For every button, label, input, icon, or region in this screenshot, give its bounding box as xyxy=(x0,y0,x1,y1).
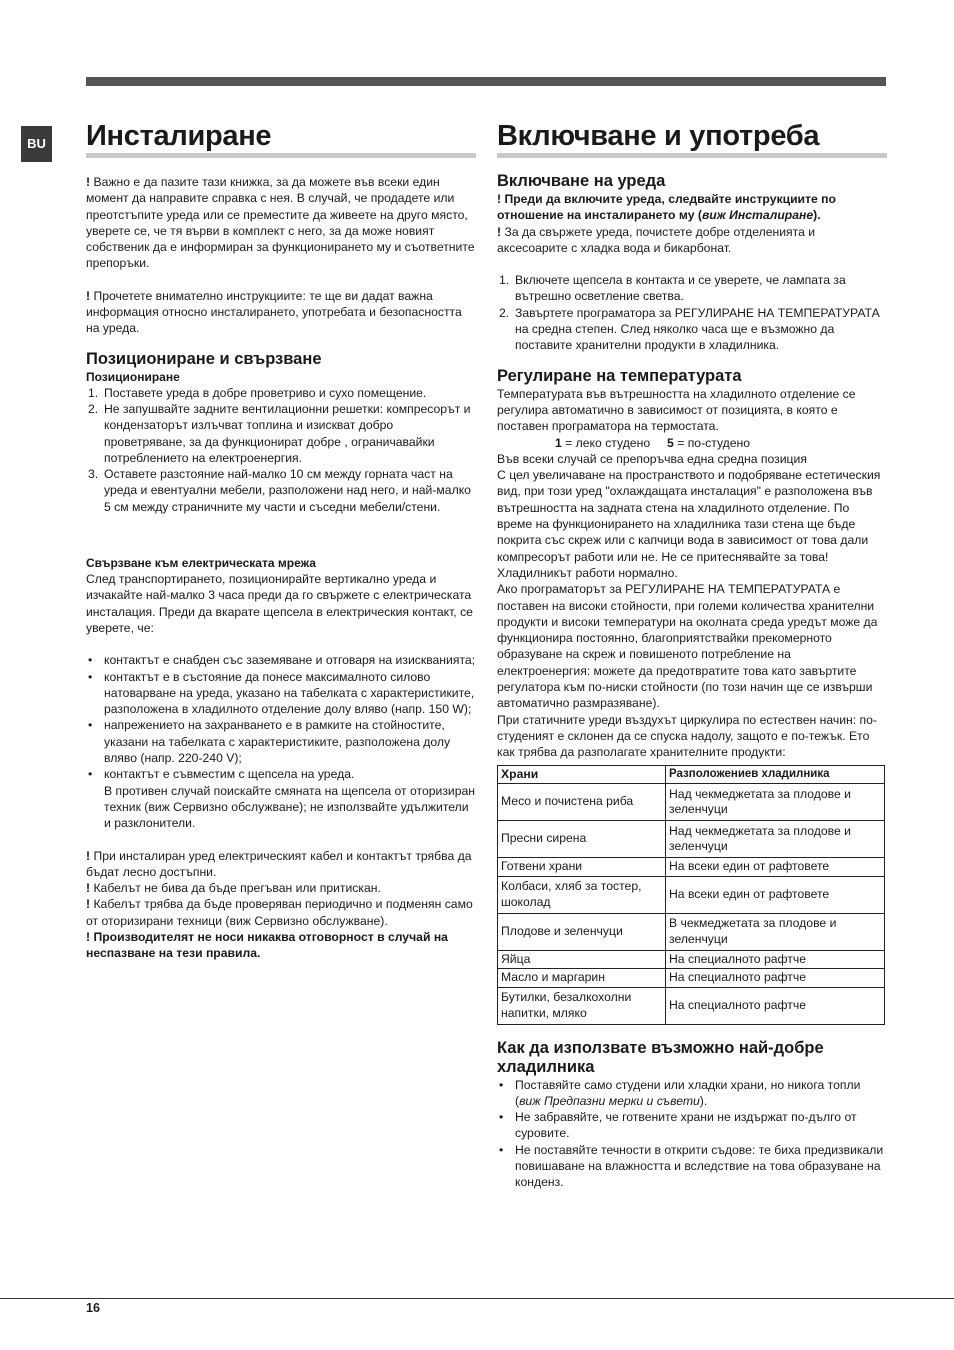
temperature-intro: Температурата във вътрешността на хладилното отделение се регулира автоматично в зависимост от позицията, в която е поставен програматора на термостата. xyxy=(497,386,856,434)
table-cell: На специалното рафтче xyxy=(666,987,885,1024)
list-item: • контактът е в състояние да понесе максималното силово натоварване на уреда, указано на табелката с характеристиките, разположена в хладилното отделение долу вляво (напр. 150 W); xyxy=(88,669,475,717)
table-row xyxy=(498,876,885,913)
table-row xyxy=(498,821,885,858)
start-steps xyxy=(497,272,887,353)
start-use-title: Включване и употреба xyxy=(497,120,820,152)
table-cell: Яйца xyxy=(498,950,666,969)
high-setting-text: Ако програматорът за РЕГУЛИРАНЕ НА ТЕМПЕРАТУРАТА е поставен на високи стойности, при големи количества хранителни продукти и високи температури на околната среда уредът може да функционира постоянно, благоприятствайки прекомерното образуване на скреж и повишеното потребление на електроенергия: можете да предотвратите това като завъртите регулатора към по-ниски стойности (по този начин ще се извърши автоматично размразяване). xyxy=(497,582,878,711)
language-tab: BU xyxy=(21,126,52,162)
top-rule xyxy=(86,77,886,86)
table-cell: На специалното рафтче xyxy=(666,950,885,969)
list-item: 1. Поставете уреда в добре проветриво и сухо помещение. xyxy=(88,385,427,400)
table-header-food: Храни xyxy=(498,765,666,784)
read-instructions-paragraph: ! Прочетете внимателно инструкциите: те ще ви дадат важна информация относно инсталирането, употребата и безопасността на уреда. xyxy=(86,288,462,336)
left-column xyxy=(86,117,476,962)
table-cell: Пресни сирена xyxy=(498,821,666,858)
food-placement-table xyxy=(497,765,885,1025)
list-item: • Не поставяйте течности в открити съдове: те биха предизвикали повишаване на влажността и вследствие на това образуване на конденз. xyxy=(499,1142,884,1190)
electrical-connection-subheading: Свързване към електрическата мрежа xyxy=(86,556,316,571)
table-cell: Над чекмеджетата за плодове и зеленчуци xyxy=(666,784,885,821)
table-header-placement: Разположениев хладилника xyxy=(666,765,885,784)
positioning-subheading: Позициониране xyxy=(86,369,180,384)
table-row xyxy=(498,784,885,821)
intro-paragraph: ! Важно е да пазите тази книжка, за да можете във всеки един момент да направите справка с нея. В случай, че продадете или преотстъпите уреда или се преместите да живеете на друго място, уверете се, че тя върви в комплект с него, за да може новият собственик да е информиран за функционирането му и съответните препоръки. xyxy=(86,175,475,271)
warning-liability: ! Производителят не носи никаква отговорност в случай на неспазване на тези правила. xyxy=(86,929,448,961)
temperature-heading: Регулиране на температурата xyxy=(497,366,742,385)
table-header-row xyxy=(498,765,885,784)
table-cell: Колбаси, хляб за тостер, шоколад xyxy=(498,876,666,913)
list-item: 2. Завъртете програматора за РЕГУЛИРАНЕ НА ТЕМПЕРАТУРАТА на средна степен. След няколко часа ще е възможно да поставите хранителни продукти в хладилника. xyxy=(499,305,880,353)
temperature-recommendation: Във всеки случай се препоръчва една средна позиция xyxy=(497,451,807,466)
page-number: 16 xyxy=(86,1301,100,1315)
table-row xyxy=(498,913,885,950)
positioning-connection-heading: Позициониране и свързване xyxy=(86,349,322,368)
list-item: 1. Включете щепсела в контакта и се уверете, че лампата за вътрешно осветление светва. xyxy=(499,273,846,304)
best-use-heading: Как да използвате възможно най-добре хладилника xyxy=(497,1038,824,1076)
table-cell: На всеки един от рафтовете xyxy=(666,858,885,877)
table-cell: На всеки един от рафтовете xyxy=(666,876,885,913)
list-item: • контактът е снабден със заземяване и отговаря на изискванията; xyxy=(88,653,476,668)
best-use-bullets xyxy=(497,1077,887,1191)
list-item: • Поставяйте само студени или хладки храни, но никога топли (виж Предпазни мерки и съвети). xyxy=(499,1077,861,1108)
static-air-text: При статичните уреди въздухът циркулира по естествен начин: по-студеният е склонен да се спуска надолу, защото е по-тежък. Ето как трябва да разполагате хранителните продукти: xyxy=(497,712,877,760)
start-warning: ! Преди да включите уреда, следвайте инструкциите по отношение на инсталирането му (виж Инсталиране). xyxy=(497,192,836,223)
list-item: • напрежението на захранването е в рамките на стойностите, указани на табелката с характеристиките, разположена долу вляво (напр. 220-240 V); xyxy=(88,718,451,766)
cooling-installation-text: С цел увеличаване на пространството и подобряване естетическия вид, при този уред "охлаждащата инсталация" е разположена във вътрешността на задната стена на хладилното отделение. По време на функционирането на хладилника тази стена ще бъде покрита със скреж или с капчици вода в зависимост от това дали компресорът работи или не. Не се притеснявайте за това! Хладилникът работи нормално. xyxy=(497,468,881,580)
table-cell: Над чекмеджетата за плодове и зеленчуци xyxy=(666,821,885,858)
table-cell: На специалното рафтче xyxy=(666,969,885,988)
table-row xyxy=(498,950,885,969)
list-item: • контактът е съвместим с щепсела на уреда. xyxy=(88,767,355,782)
table-cell: Готвени храни xyxy=(498,858,666,877)
right-column xyxy=(497,117,887,1191)
electrical-intro: След транспортирането, позиционирайте вертикално уреда и изчакайте най-малко 3 часа преди да го свържете с електрическата инсталация. Преди да вкарате щепсела в електрическия контакт, се уверете, че: xyxy=(86,572,473,635)
list-item: • Не забравяйте, че готвените храни не издържат по-дълго от суровите. xyxy=(499,1110,857,1141)
table-cell: Месо и почистена риба xyxy=(498,784,666,821)
positioning-list xyxy=(86,385,476,515)
warning-cable-bend: ! Кабелът не бива да бъде прегъван или притискан. xyxy=(86,881,381,896)
table-cell: В чекмеджетата за плодове и зеленчуци xyxy=(666,913,885,950)
list-item: 2. Не запушвайте задните вентилационни решетки: компресорът и кондензаторът излъчват топлина и изискват добро проветряване, за да функционират добре , ограничавайки потреблението на електроенергия. xyxy=(88,401,471,465)
start-appliance-heading: Включване на уреда xyxy=(497,172,666,190)
table-cell: Бутилки, безалкохолни напитки, мляко xyxy=(498,987,666,1024)
footer-rule xyxy=(0,1298,954,1299)
warning-cable-access: ! При инсталиран уред електрическият кабел и контактът трябва да бъдат лесно достъпни. xyxy=(86,848,472,879)
list-item: 3. Оставете разстояние най-малко 10 см между горната част на уреда и евентуални мебели, разположени над него, и най-малко 5 см между страничните му части и съседни мебели/стени. xyxy=(88,467,471,514)
electrical-bullets xyxy=(86,652,476,782)
thermostat-scale: 1 = леко студено 5 = по-студено xyxy=(555,435,751,450)
electrical-otherwise: В противен случай поискайте смяната на щепсела от оторизиран техник (виж Сервизно обслужване); не използвайте удължители и разклонители. xyxy=(104,783,476,831)
table-row xyxy=(498,987,885,1024)
table-row xyxy=(498,969,885,988)
table-cell: Плодове и зеленчуци xyxy=(498,913,666,950)
installation-title: Инсталиране xyxy=(86,120,272,152)
table-row xyxy=(498,858,885,877)
start-cleaning-note: ! За да свържете уреда, почистете добре отделенията и аксесоарите с хладка вода и бикарбонат. xyxy=(497,224,816,255)
warning-cable-check: ! Кабелът трябва да бъде проверяван периодично и подменян само от оторизирани техници (виж Сервизно обслужване). xyxy=(86,897,473,928)
table-cell: Масло и маргарин xyxy=(498,969,666,988)
